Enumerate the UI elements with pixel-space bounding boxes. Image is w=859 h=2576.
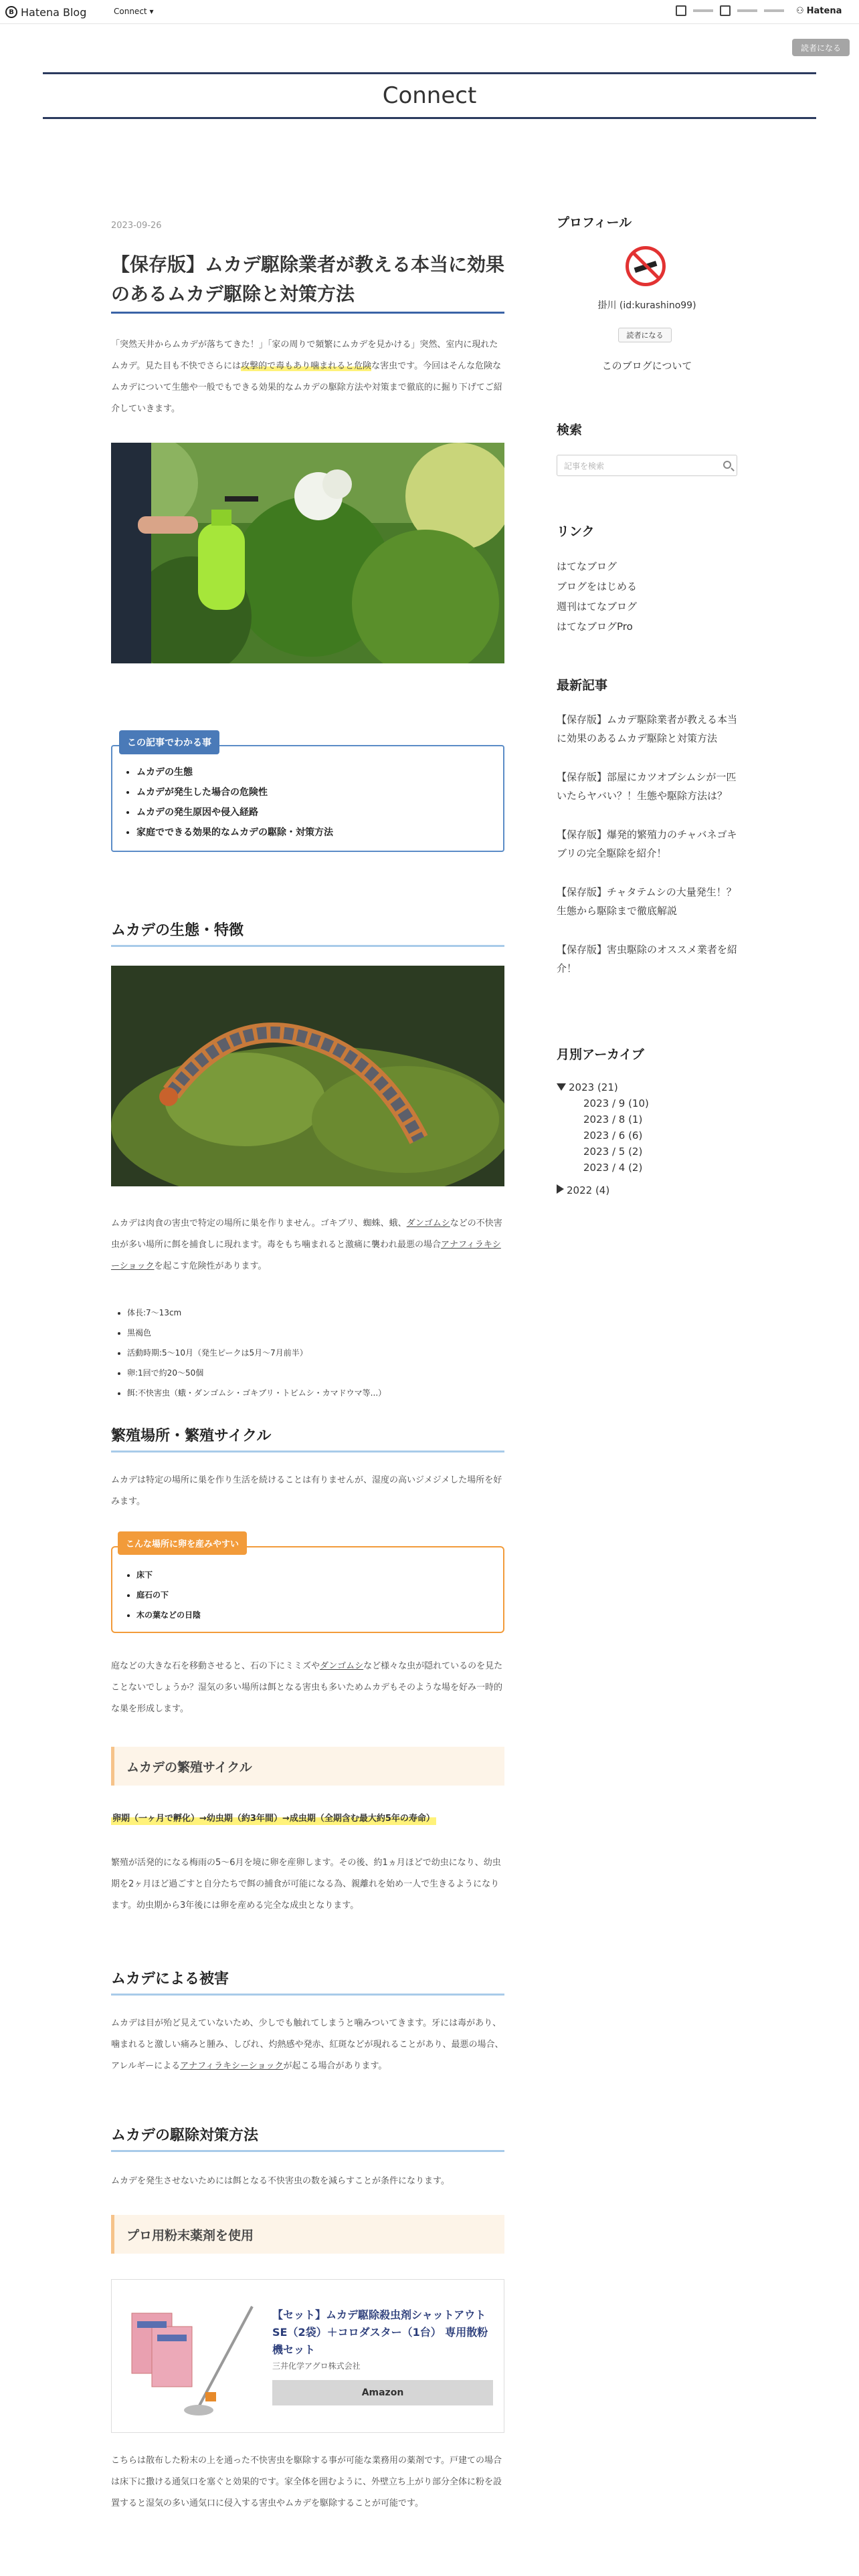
ecology-text-a: ムカデは肉食の害虫で特定の場所に巣を作りません。ゴキブリ、蜘蛛、蛾、 — [111, 1218, 407, 1228]
recent-post-link[interactable]: 【保存版】爆発的繁殖力のチャバネゴキブリの完全駆除を紹介！ — [557, 829, 737, 859]
profile-avatar[interactable] — [626, 246, 666, 286]
sidebar-subscribe-button[interactable] — [618, 328, 672, 342]
blog-switcher[interactable]: Connect ▾ — [114, 7, 154, 16]
entry-title[interactable]: 【保存版】ムカデ駆除業者が教える本当に効果のあるムカデ駆除と対策方法 — [111, 250, 504, 314]
damage-text-b: が起こる場合があります。 — [283, 2061, 387, 2071]
nav-icon-group — [676, 5, 784, 16]
recent-post-link[interactable]: 【保存版】部屋にカツオブシムシが一匹いたらヤバい？！生態や駆除方法は？ — [557, 771, 737, 802]
edit-icon[interactable] — [676, 5, 686, 16]
dashboard-label-placeholder — [737, 9, 757, 12]
archive-month[interactable]: 2023 / 6 (6) — [583, 1130, 643, 1142]
recent-heading: 最新記事 — [557, 678, 608, 693]
search-placeholder: 記事を検索 — [564, 461, 605, 471]
edit-label-placeholder — [693, 9, 713, 12]
toc-item[interactable]: • ムカデの生態 — [136, 762, 333, 782]
archive-month[interactable]: 2023 / 4 (2) — [583, 1162, 643, 1174]
blog-switcher-label: Connect — [114, 7, 147, 16]
product-image — [125, 2300, 259, 2420]
intro-paragraph — [111, 334, 504, 420]
sidebar-subscribe-label: 読者になる — [626, 331, 664, 340]
dashboard-icon[interactable] — [720, 5, 731, 16]
product-title[interactable]: 【セット】ムカデ駆除殺虫剤シャットアウトSE（2袋）＋コロダスター（1台） 専用散粉機セット — [272, 2309, 488, 2356]
fact-item: • 卵:1回で約20〜50個 — [127, 1363, 386, 1383]
centipede-photo-svg — [111, 966, 504, 1186]
fact-item: • 黒褐色 — [127, 1323, 386, 1343]
archive-month[interactable]: 2023 / 9 (10) — [583, 1097, 649, 1109]
profile-name[interactable]: 掛川 (id:kurashino99) — [597, 300, 696, 311]
menu-placeholder[interactable] — [764, 9, 784, 12]
link-dangomushi-2[interactable]: ダンゴムシ — [320, 1661, 364, 1671]
archive-heading: 月別アーカイブ — [557, 1047, 644, 1062]
toc-item[interactable]: • ムカデが発生した場合の危険性 — [136, 782, 333, 802]
recent-post-link[interactable]: 【保存版】ムカデ駆除業者が教える本当に効果のあるムカデ駆除と対策方法 — [557, 714, 738, 744]
fact-item: • 活動時期:5〜10月（発生ピークは5月〜7月前半） — [127, 1343, 386, 1363]
links-heading: リンク — [557, 524, 595, 539]
toc-item[interactable]: • 家庭でできる効果的なムカデの駆除・対策方法 — [136, 823, 333, 843]
about-blog-link[interactable]: このブログについて — [601, 360, 692, 372]
fact-item: • 体長:7〜13cm — [127, 1303, 386, 1323]
archive-year-2022[interactable] — [557, 1182, 649, 1198]
amazon-button[interactable]: Amazon — [272, 2380, 493, 2405]
blog-title[interactable]: Connect — [382, 82, 477, 109]
recent-posts-list — [557, 710, 737, 998]
ecology-text-b: などの不快害虫が多い場所に餌を捕食しに現れます。毒をもち噛まれると激痛に襲われ最悪の場合 — [111, 1218, 502, 1250]
intro-text-b: な害虫です。今回はそんな危険なムカデについて生態や一般でもできる効果的なムカデの駆除方法や対策まで徹底的に掘り下げてご紹介していきます。 — [111, 361, 502, 414]
egg-place-item: • 庭石の下 — [136, 1585, 201, 1605]
heading-cycle: ムカデの繁殖サイクル — [111, 1747, 504, 1786]
post-date[interactable]: 2023-09-26 — [111, 221, 162, 231]
hatena-blog-logo[interactable] — [5, 5, 86, 19]
link-anaphylaxis-2[interactable]: アナフィラキシーショック — [180, 2061, 284, 2071]
sidebar-link[interactable]: 週刊はてなブログ — [557, 601, 638, 613]
hatena-brand-text: Hatena — [806, 6, 842, 16]
spraying-photo — [111, 443, 504, 663]
heading-method: ムカデの駆除対策方法 — [111, 2124, 504, 2152]
cycle-highlight: 卵期（一ヶ月で孵化）→幼虫期（約3年間）→成虫期（全期含む最大約5年の寿命） — [111, 1810, 436, 1825]
heading-damage: ムカデによる被害 — [111, 1967, 504, 1996]
links-list — [557, 556, 637, 637]
heading-powder: プロ用粉末薬剤を使用 — [111, 2215, 504, 2254]
egg-place-item: • 床下 — [136, 1565, 201, 1585]
archive-month[interactable]: 2023 / 5 (2) — [583, 1146, 643, 1158]
egg-places-label: こんな場所に卵を産みやすい — [118, 1531, 247, 1555]
expand-down-icon[interactable] — [557, 1083, 566, 1091]
subscribe-button[interactable]: 読者になる — [792, 39, 850, 56]
facts-list — [127, 1303, 386, 1403]
centipede-photo — [111, 966, 504, 1186]
method-paragraph: ムカデを発生させないためには餌となる不快害虫の数を減らすことが条件になります。 — [111, 2176, 450, 2186]
heading-breeding: 繁殖場所・繁殖サイクル — [111, 1424, 504, 1453]
intro-text-a: 「突然天井からムカデが落ちてきた！」「家の周りで頻繁にムカデを見かける」突然、室内に現れたムカデ。見た目も不快でさらには — [111, 340, 498, 371]
toc-list — [136, 762, 333, 843]
stones-paragraph — [111, 1656, 504, 1720]
sidebar-link[interactable]: はてなブログPro — [557, 621, 633, 633]
recent-post-link[interactable]: 【保存版】チャタテムシの大量発生！？生態から駆除まで徹底解説 — [557, 886, 737, 917]
archive-year-label: 2022 (4) — [567, 1184, 610, 1196]
top-navbar — [0, 0, 859, 24]
archive-year-2023[interactable] — [557, 1079, 649, 1095]
archive-list — [557, 1079, 649, 1198]
search-heading: 検索 — [557, 423, 583, 437]
cycle-paragraph: 繁殖が活発的になる梅雨の5〜6月を境に卵を産卵します。その後、約1ヵ月ほどで幼虫になり、幼虫期を2ヶ月ほど過ごすと自分たちで餌の捕食が可能になる為、親離れを始め一人で生きるようになります。幼虫期から3年後には卵を産める完全な成虫となります。 — [111, 1858, 501, 1911]
hatena-person-icon: ⚇ — [796, 6, 804, 16]
fact-item: • 餌:不快害虫（蛾・ダンゴムシ・ゴキブリ・トビムシ・カマドウマ等...） — [127, 1383, 386, 1403]
link-anaphylaxis[interactable]: アナフィラキシーショック — [111, 1240, 501, 1271]
profile-heading: プロフィール — [557, 215, 632, 230]
sidebar-link[interactable]: はてなブログ — [557, 560, 617, 572]
egg-place-item: • 木の葉などの日陰 — [136, 1605, 201, 1625]
sidebar-link[interactable]: ブログをはじめる — [557, 580, 638, 593]
link-dangomushi[interactable]: ダンゴムシ — [406, 1218, 450, 1228]
archive-year-label: 2023 (21) — [569, 1081, 618, 1093]
hatena-blog-logo-text: Hatena Blog — [21, 5, 87, 19]
toc-item[interactable]: • ムカデの発生原因や侵入経路 — [136, 802, 333, 823]
product-card[interactable] — [111, 2279, 504, 2433]
hatena-logo-icon: B — [5, 6, 17, 18]
heading-ecology: ムカデの生態・特徴 — [111, 919, 504, 947]
search-input[interactable] — [557, 455, 737, 476]
spraying-photo-svg — [111, 443, 504, 663]
expand-right-icon[interactable] — [557, 1184, 564, 1194]
damage-paragraph — [111, 2013, 504, 2077]
blog-header — [43, 72, 816, 119]
hatena-brand[interactable] — [796, 6, 842, 16]
stones-text-a: 庭などの大きな石を移動させると、石の下にミミズや — [111, 1661, 320, 1671]
recent-post-link[interactable]: 【保存版】害虫駆除のオススメ業者を紹介！ — [557, 944, 737, 974]
intro-highlight: 攻撃的で毒もあり噛まれると危険 — [241, 361, 372, 371]
breeding-paragraph: ムカデは特定の場所に巣を作り生活を続けることは有りませんが、湿度の高いジメジメした場所を好みます。 — [111, 1475, 502, 1507]
ecology-paragraph — [111, 1213, 504, 1277]
search-icon[interactable] — [723, 461, 731, 469]
product-maker: 三井化学アグロ株式会社 — [272, 2361, 361, 2371]
powder-paragraph: こちらは散布した粉末の上を通った不快害虫を駆除する事が可能な業務用の薬剤です。戸建ての場合は床下に撒ける通気口を塞ぐと効果的です。家全体を囲むように、外壁立ち上がり部分全体に粉を設置すると湿気の多い通気口に侵入する害虫やムカデを駆除することが可能です。 — [111, 2456, 502, 2508]
stones-text-b: など様々な虫が隠れているのを見たことないでしょうか？湿気の多い場所は餌となる害虫も多いためムカデもそのような場を好み一時的な巣を形成します。 — [111, 1661, 503, 1714]
ecology-text-c: を起こす危険性があります。 — [154, 1261, 267, 1271]
damage-text-a: ムカデは目が殆ど見えていないため、少しでも触れてしまうと噛みついてきます。牙には毒があり、噛まれると激しい痛みと腫み、しびれ、灼熱感や発赤、紅斑などが現れることがあり、最悪の場合、アレルギーによる — [111, 2018, 504, 2071]
archive-month[interactable]: 2023 / 8 (1) — [583, 1113, 643, 1125]
toc-label: この記事でわかる事 — [119, 730, 219, 754]
egg-places-list — [136, 1565, 201, 1625]
